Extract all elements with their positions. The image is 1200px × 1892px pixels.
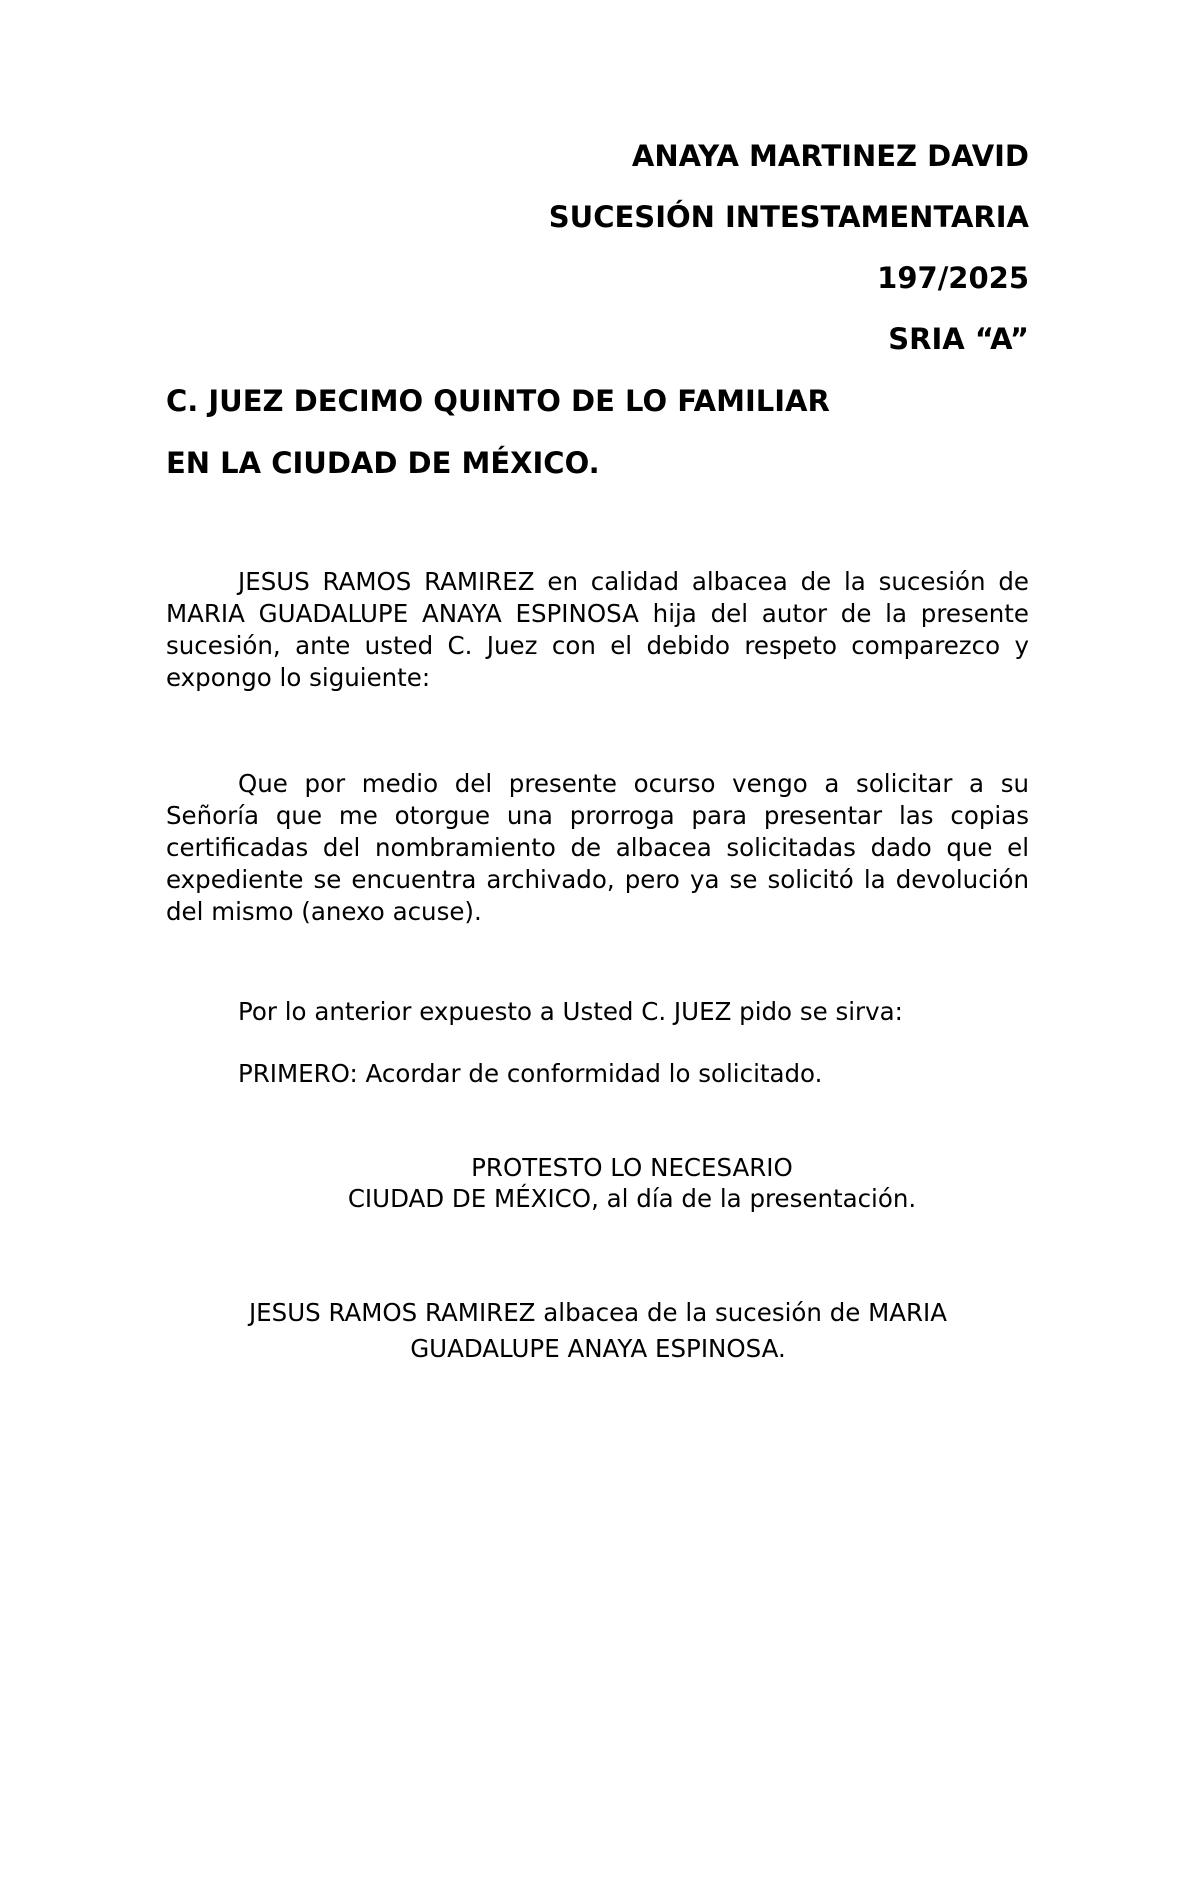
header-secretariat: SRIA “A” — [888, 322, 1029, 356]
header-case-type: SUCESIÓN INTESTAMENTARIA — [548, 200, 1029, 234]
request-paragraph — [166, 768, 1029, 928]
closing-line: Por lo anterior expuesto a Usted C. JUEZ pido se sirva: — [238, 997, 903, 1026]
addressee-line-1: C. JUEZ DECIMO QUINTO DE LO FAMILIAR — [166, 384, 830, 418]
addressee-line-2: EN LA CIUDAD DE MÉXICO. — [166, 446, 600, 480]
header-case-number: 197/2025 — [877, 261, 1029, 295]
protest-line-2: CIUDAD DE MÉXICO, al día de la presentación. — [347, 1184, 917, 1213]
intro-paragraph — [166, 566, 1029, 694]
point-one-line: PRIMERO: Acordar de conformidad lo solicitado. — [238, 1059, 823, 1088]
request-text: Que por medio del presente ocurso vengo a solicitar a su Señoría que me otorgue una prorroga para presentar las copias certificadas del nombramiento de albacea solicitadas dado que el expediente se encuentra archivado, pero ya se solicitó la devolución del mismo (anexo acuse). — [166, 769, 1029, 926]
intro-text: JESUS RAMOS RAMIREZ en calidad albacea de la sucesión de MARIA GUADALUPE ANAYA ESPINOSA hija del autor de la presente sucesión, ante usted C. Juez con el debido respeto comparezco y expongo lo siguiente: — [166, 567, 1029, 692]
protest-line-1: PROTESTO LO NECESARIO — [471, 1153, 793, 1182]
header-party: ANAYA MARTINEZ DAVID — [631, 139, 1029, 173]
signature-line-2: GUADALUPE ANAYA ESPINOSA. — [410, 1334, 786, 1363]
signature-line-1: JESUS RAMOS RAMIREZ albacea de la sucesión de MARIA — [248, 1298, 948, 1327]
